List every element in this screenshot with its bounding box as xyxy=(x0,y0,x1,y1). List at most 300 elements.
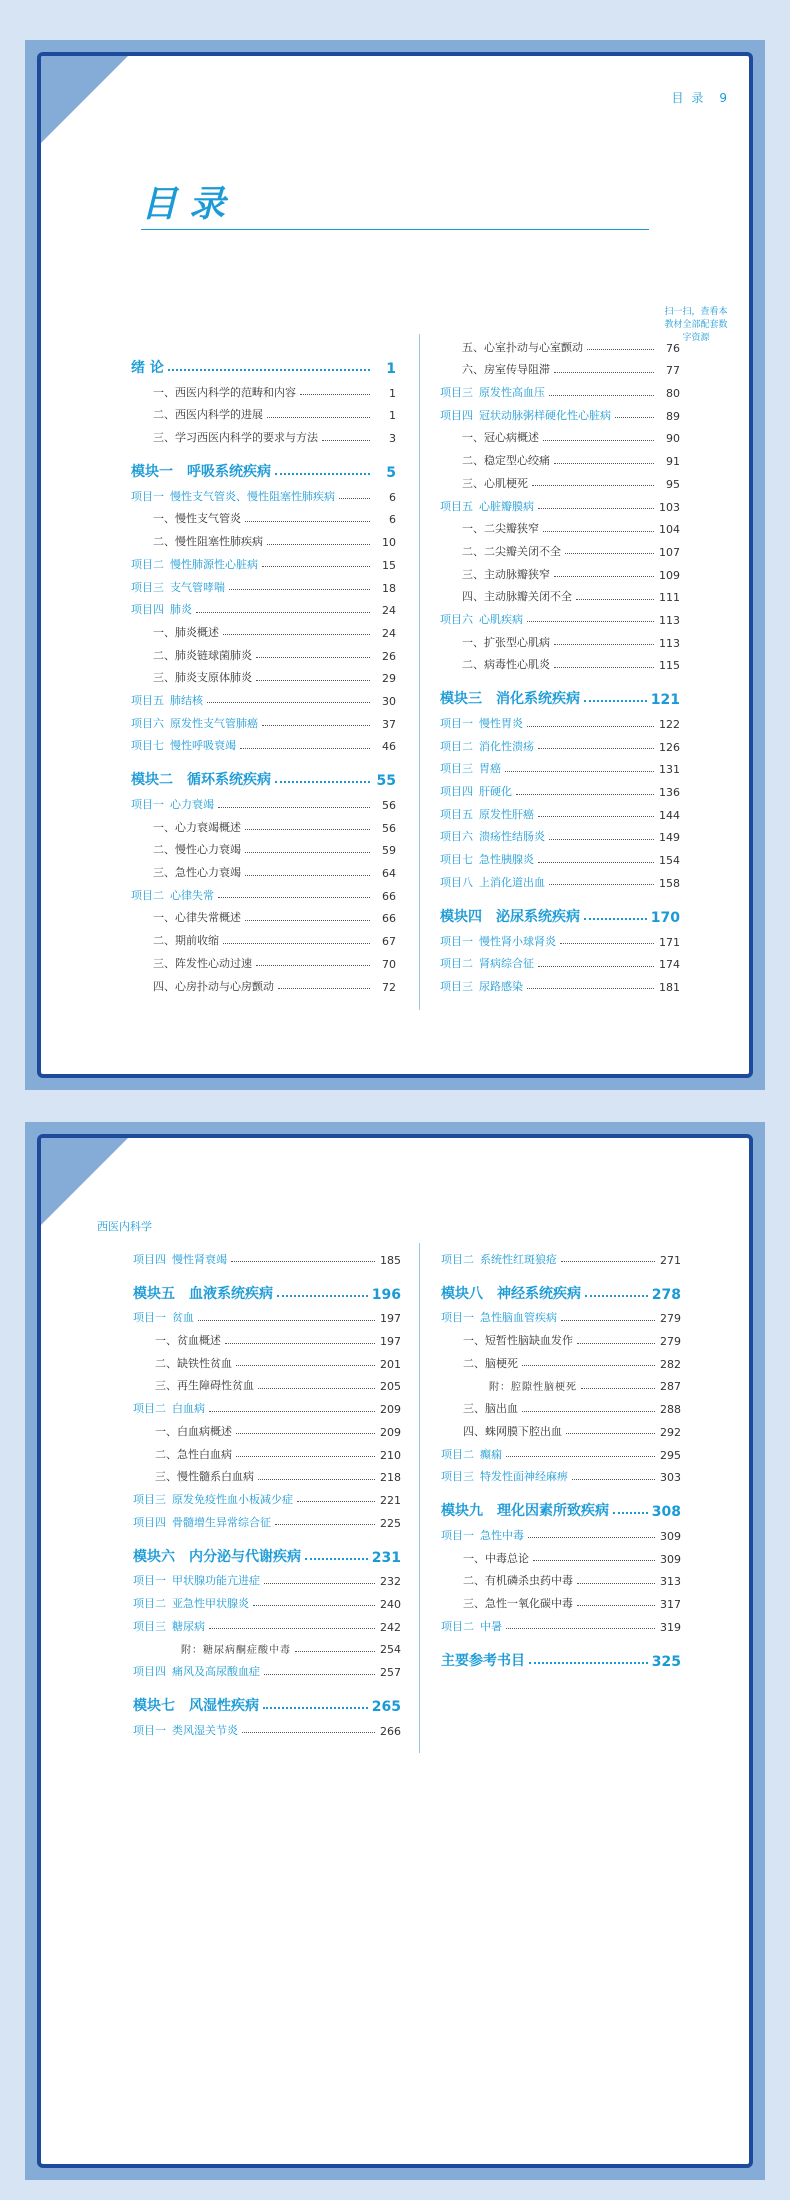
toc-section-entry xyxy=(133,1371,401,1394)
leader-dots xyxy=(560,943,654,944)
toc-section-entry xyxy=(441,1348,681,1371)
toc-section-entry xyxy=(440,559,680,582)
module-title: 理化因素所致疾病 xyxy=(497,1503,609,1520)
running-head xyxy=(672,89,729,106)
page-number: 56 xyxy=(382,799,396,812)
toc-entry-label xyxy=(441,1650,525,1670)
item-title: 溃疡性结肠炎 xyxy=(479,830,545,844)
leader-dots xyxy=(339,498,370,499)
toc-module-entry xyxy=(133,1679,401,1715)
item-number: 项目二 xyxy=(440,739,473,753)
page-number: 136 xyxy=(659,786,680,800)
toc-entry-label: 一、扩张型心肌病 xyxy=(462,635,550,649)
module-number: 模块六 xyxy=(133,1548,175,1565)
page-number: 171 xyxy=(659,935,680,949)
leader-dots xyxy=(236,1456,375,1457)
toc-item-entry xyxy=(440,971,680,994)
item-title: 糖尿病 xyxy=(172,1619,205,1633)
item-number: 项目二 xyxy=(441,1447,474,1461)
item-number: 项目四 xyxy=(131,603,164,617)
toc-entry-label: 一、二尖瓣狭窄 xyxy=(462,522,539,536)
item-number: 项目二 xyxy=(441,1619,474,1633)
toc-entry-label: 二、脑梗死 xyxy=(463,1356,518,1370)
page-number: 121 xyxy=(650,692,680,709)
leader-dots xyxy=(267,417,370,418)
toc-entry-label xyxy=(440,906,580,926)
page-number: 113 xyxy=(659,636,680,650)
leader-dots xyxy=(527,988,654,989)
toc-entry-label xyxy=(441,1468,568,1484)
toc-entry-label xyxy=(440,828,545,844)
module-title: 泌尿系统疾病 xyxy=(496,908,580,925)
module-title: 内分泌与代谢疾病 xyxy=(189,1548,301,1565)
page-number: 174 xyxy=(659,958,680,972)
page-number: 209 xyxy=(380,1425,401,1439)
page-number: 76 xyxy=(666,341,680,355)
item-number: 项目三 xyxy=(133,1619,166,1633)
toc-annex-entry xyxy=(441,1371,681,1394)
toc-entry-label xyxy=(441,1527,524,1543)
item-title: 慢性肾衰竭 xyxy=(172,1252,227,1266)
module-number: 模块二 xyxy=(131,772,173,789)
toc-section-entry xyxy=(441,1416,681,1439)
toc-item-entry xyxy=(133,1484,401,1507)
toc-section-entry xyxy=(131,812,396,835)
toc-entry-label xyxy=(441,1283,581,1303)
page-number: 64 xyxy=(382,867,396,881)
page-number: 103 xyxy=(659,500,680,514)
module-title: 循环系统疾病 xyxy=(187,772,271,789)
toc-item-entry xyxy=(133,1656,401,1679)
leader-dots xyxy=(168,369,370,371)
column-divider xyxy=(419,1243,420,1753)
item-number: 项目一 xyxy=(441,1311,474,1325)
item-title: 慢性肺源性心脏病 xyxy=(170,557,258,571)
item-number: 项目六 xyxy=(440,612,473,626)
page-number: 1 xyxy=(389,409,396,423)
page-number: 313 xyxy=(660,1575,681,1589)
item-number: 项目二 xyxy=(440,957,473,971)
page-number: 6 xyxy=(389,513,396,527)
leader-dots xyxy=(322,440,370,441)
leader-dots xyxy=(577,1343,655,1344)
leader-dots xyxy=(275,473,370,475)
page-number: 221 xyxy=(380,1493,401,1507)
column-divider xyxy=(419,334,420,1010)
item-number: 项目二 xyxy=(131,888,164,902)
leader-dots xyxy=(218,897,370,898)
toc-item-entry xyxy=(131,549,396,572)
item-number: 项目三 xyxy=(131,580,164,594)
item-number: 项目二 xyxy=(131,557,164,571)
toc-annex-entry xyxy=(133,1634,401,1657)
toc-section-entry xyxy=(133,1439,401,1462)
toc-entry-label: 二、二尖瓣关闭不全 xyxy=(462,544,561,558)
item-title: 急性中毒 xyxy=(480,1528,524,1542)
page-number: 29 xyxy=(382,672,396,686)
leader-dots xyxy=(561,1261,655,1262)
module-number: 模块五 xyxy=(133,1285,175,1302)
item-title: 急性胰腺炎 xyxy=(479,853,534,867)
item-number: 项目六 xyxy=(131,716,164,730)
leader-dots xyxy=(528,1537,655,1538)
page-number: 18 xyxy=(382,581,396,595)
toc-entry-label: 三、肺炎支原体肺炎 xyxy=(153,671,252,685)
page-number: 266 xyxy=(380,1724,401,1738)
page-number: 24 xyxy=(382,604,396,618)
toc-section-entry xyxy=(133,1325,401,1348)
toc-entry-label: 二、缺铁性贫血 xyxy=(155,1356,232,1370)
toc-entry-label: 三、急性心力衰竭 xyxy=(153,866,241,880)
page-number: 56 xyxy=(382,821,396,835)
item-number: 项目一 xyxy=(131,489,164,503)
leader-dots xyxy=(245,521,370,522)
leader-dots xyxy=(278,988,370,989)
item-number: 项目八 xyxy=(440,875,473,889)
item-number: 项目四 xyxy=(133,1665,166,1678)
item-title: 系统性红斑狼疮 xyxy=(480,1252,557,1266)
page-number: 279 xyxy=(660,1312,681,1326)
leader-dots xyxy=(253,1605,375,1606)
leader-dots xyxy=(505,771,654,772)
page-number: 66 xyxy=(382,889,396,903)
module-title: 血液系统疾病 xyxy=(189,1285,273,1302)
toc-item-entry xyxy=(440,491,680,514)
item-title: 慢性肾小球肾炎 xyxy=(479,934,556,948)
page-number: 181 xyxy=(659,980,680,994)
toc-entry-label xyxy=(441,1500,609,1520)
leader-dots xyxy=(245,852,370,853)
toc-section-entry xyxy=(131,971,396,994)
toc-entry-label: 一、白血病概述 xyxy=(155,1424,232,1438)
item-title: 特发性面神经麻痹 xyxy=(480,1470,568,1484)
item-title: 肺炎 xyxy=(170,603,192,617)
toc-section-entry xyxy=(133,1416,401,1439)
item-number: 项目三 xyxy=(440,762,473,776)
toc-entry-label xyxy=(440,407,611,423)
leader-dots xyxy=(538,816,654,817)
item-title: 原发性高血压 xyxy=(479,386,545,400)
module-title: 主要参考书目 xyxy=(441,1652,525,1669)
toc-column-left xyxy=(133,1244,401,1738)
leader-dots xyxy=(516,794,654,795)
toc-entry-label: 一、贫血概述 xyxy=(155,1334,221,1348)
toc-entry-label: 五、心室扑动与心室颤动 xyxy=(462,340,583,354)
page-number: 242 xyxy=(380,1620,401,1634)
leader-dots xyxy=(225,1343,375,1344)
page-number: 26 xyxy=(382,649,396,663)
toc-entry-label: 六、房室传导阻滞 xyxy=(462,363,550,377)
leader-dots xyxy=(263,1707,368,1709)
leader-dots xyxy=(231,1261,375,1262)
toc-item-entry xyxy=(131,731,396,754)
toc-item-entry xyxy=(440,400,680,423)
leader-dots xyxy=(209,1411,375,1412)
toc-item-entry xyxy=(133,1507,401,1530)
toc-entry-label xyxy=(131,796,214,812)
page-number: 77 xyxy=(666,364,680,378)
toc-item-entry xyxy=(440,604,680,627)
item-number: 项目四 xyxy=(440,408,473,422)
toc-item-entry xyxy=(440,799,680,822)
toc-item-entry xyxy=(133,1393,401,1416)
toc-module-entry xyxy=(131,341,396,377)
page-number: 154 xyxy=(659,854,680,868)
toc-entry-label xyxy=(131,769,271,789)
toc-section-entry xyxy=(441,1588,681,1611)
leader-dots xyxy=(549,839,654,840)
toc-item-entry xyxy=(440,731,680,754)
toc-module-entry xyxy=(131,445,396,481)
toc-entry-label: 三、心肌梗死 xyxy=(462,476,528,490)
toc-entry-label: 一、慢性支气管炎 xyxy=(153,512,241,526)
page-number: 30 xyxy=(382,694,396,708)
item-number: 项目五 xyxy=(131,693,164,707)
leader-dots xyxy=(275,781,370,783)
leader-dots xyxy=(565,553,654,554)
leader-dots xyxy=(256,657,370,658)
item-title: 慢性支气管炎、慢性阻塞性肺疾病 xyxy=(170,489,335,503)
item-title: 急性脑血管疾病 xyxy=(480,1311,557,1325)
leader-dots xyxy=(549,395,654,396)
toc-item-entry xyxy=(441,1520,681,1543)
page-number: 287 xyxy=(660,1380,681,1394)
item-title: 甲状腺功能亢进症 xyxy=(172,1574,260,1588)
leader-dots xyxy=(245,829,370,830)
page-number: 115 xyxy=(659,659,680,673)
toc-entry-label: 二、肺炎链球菌肺炎 xyxy=(153,648,252,662)
item-number: 项目二 xyxy=(441,1252,474,1266)
page-number: 295 xyxy=(660,1448,681,1462)
leader-dots xyxy=(533,1560,655,1561)
leader-dots xyxy=(196,612,370,613)
item-number: 项目二 xyxy=(133,1402,166,1416)
item-title: 慢性呼吸衰竭 xyxy=(170,739,236,753)
qr-note: 扫一扫，查看本教材全部配套数字资源 xyxy=(664,307,728,343)
toc-entry-label xyxy=(131,461,271,481)
item-title: 原发性支气管肺癌 xyxy=(170,716,258,730)
toc-entry-label xyxy=(133,1572,260,1588)
toc-item-entry xyxy=(131,572,396,595)
page-spread-2 xyxy=(25,1122,765,2180)
leader-dots xyxy=(538,508,654,509)
toc-item-entry xyxy=(133,1588,401,1611)
toc-entry-label xyxy=(441,1446,502,1462)
toc-section-entry xyxy=(131,857,396,880)
leader-dots xyxy=(223,943,370,944)
toc-item-entry xyxy=(440,708,680,731)
page-number: 107 xyxy=(659,545,680,559)
item-number: 项目一 xyxy=(440,717,473,730)
page-number: 292 xyxy=(660,1425,681,1439)
toc-entry-label: 三、主动脉瓣狭窄 xyxy=(462,567,550,581)
toc-section-entry xyxy=(441,1393,681,1416)
module-title: 神经系统疾病 xyxy=(497,1285,581,1302)
toc-entry-label xyxy=(440,933,556,949)
page-number: 308 xyxy=(651,1504,681,1521)
toc-section-entry xyxy=(131,663,396,686)
leader-dots xyxy=(229,589,370,590)
leader-dots xyxy=(581,1388,655,1389)
toc-section-entry xyxy=(131,400,396,423)
module-title: 绪 论 xyxy=(131,360,164,376)
toc-item-entry xyxy=(133,1611,401,1634)
toc-entry-label xyxy=(131,715,258,731)
page-number: 72 xyxy=(382,980,396,994)
page-number: 309 xyxy=(660,1529,681,1543)
running-head-page: 9 xyxy=(719,91,729,105)
leader-dots xyxy=(258,1479,375,1480)
toc-entry-label xyxy=(441,1618,502,1634)
toc-entry-label: 三、学习西医内科学的要求与方法 xyxy=(153,431,318,445)
toc-section-entry xyxy=(440,582,680,605)
leader-dots xyxy=(275,1524,375,1525)
page-number: 104 xyxy=(659,523,680,537)
item-number: 项目一 xyxy=(131,798,164,811)
toc-entry-label: 二、期前收缩 xyxy=(153,934,219,948)
item-number: 项目一 xyxy=(441,1528,474,1542)
page-number: 325 xyxy=(651,1653,681,1670)
item-number: 项目一 xyxy=(440,934,473,948)
module-title: 消化系统疾病 xyxy=(496,691,580,708)
module-number: 模块一 xyxy=(131,464,173,481)
leader-dots xyxy=(587,349,654,350)
leader-dots xyxy=(566,1433,655,1434)
leader-dots xyxy=(277,1295,368,1297)
toc-entry-label xyxy=(133,1309,194,1325)
toc-entry-label: 三、阵发性心动过速 xyxy=(153,956,252,970)
item-number: 项目一 xyxy=(133,1723,166,1737)
toc-entry-label xyxy=(131,692,203,708)
toc-entry-label xyxy=(440,715,523,731)
toc-entry-label xyxy=(131,488,335,504)
leader-dots xyxy=(218,807,370,808)
toc-section-entry xyxy=(131,835,396,858)
toc-entry-label: 三、再生障碍性贫血 xyxy=(155,1379,254,1393)
toc-entry-label: 四、主动脉瓣关闭不全 xyxy=(462,590,572,604)
leader-dots xyxy=(543,531,654,532)
toc-item-entry xyxy=(441,1303,681,1326)
toc-entry-label xyxy=(133,1491,293,1507)
page-number: 319 xyxy=(660,1620,681,1634)
toc-entry-label xyxy=(440,611,523,627)
toc-title: 目录 xyxy=(141,183,238,225)
module-number: 模块九 xyxy=(441,1503,483,1520)
toc-section-entry xyxy=(440,332,680,355)
toc-item-entry xyxy=(440,844,680,867)
toc-entry-label xyxy=(131,579,225,595)
toc-section-entry xyxy=(440,536,680,559)
leader-dots xyxy=(584,700,647,702)
toc-entry-label: 三、脑出血 xyxy=(463,1402,518,1416)
leader-dots xyxy=(529,1662,648,1664)
toc-module-entry xyxy=(440,890,680,926)
leader-dots xyxy=(527,726,654,727)
item-title: 尿路感染 xyxy=(479,979,523,993)
toc-entry-label: 三、慢性髓系白血病 xyxy=(155,1470,254,1484)
module-number: 模块三 xyxy=(440,691,482,708)
item-number: 项目七 xyxy=(131,739,164,753)
toc-item-entry xyxy=(440,377,680,400)
item-title: 慢性胃炎 xyxy=(479,717,523,730)
leader-dots xyxy=(207,702,370,703)
page-number: 278 xyxy=(651,1286,681,1303)
page-number: 209 xyxy=(380,1403,401,1417)
toc-module-entry xyxy=(440,672,680,708)
book-title: 西医内科学 xyxy=(97,1220,152,1233)
toc-item-entry xyxy=(441,1462,681,1485)
toc-section-entry xyxy=(440,468,680,491)
toc-entry-label xyxy=(131,357,164,377)
module-title: 呼吸系统疾病 xyxy=(187,464,271,481)
toc-entry-label xyxy=(441,1309,557,1325)
toc-item-entry xyxy=(440,867,680,890)
toc-section-entry xyxy=(133,1462,401,1485)
page-frame xyxy=(37,1134,753,2168)
toc-item-entry xyxy=(131,708,396,731)
toc-entry-label: 三、急性一氧化碳中毒 xyxy=(463,1596,573,1610)
leader-dots xyxy=(236,1433,375,1434)
toc-item-entry xyxy=(441,1244,681,1267)
leader-dots xyxy=(554,644,654,645)
item-title: 原发免疫性血小板减少症 xyxy=(172,1492,293,1506)
page-number: 210 xyxy=(380,1448,401,1462)
leader-dots xyxy=(295,1651,375,1652)
leader-dots xyxy=(300,394,370,395)
item-title: 中暑 xyxy=(480,1619,502,1633)
toc-section-entry xyxy=(133,1348,401,1371)
toc-entry-label xyxy=(440,806,534,822)
toc-entry-label xyxy=(441,1251,557,1267)
page-number: 37 xyxy=(382,717,396,731)
toc-entry-label: 一、心律失常概述 xyxy=(153,911,241,925)
leader-dots xyxy=(538,862,654,863)
page-number: 309 xyxy=(660,1552,681,1566)
item-title: 肺结核 xyxy=(170,693,203,707)
leader-dots xyxy=(240,748,370,749)
item-number: 项目五 xyxy=(440,499,473,513)
leader-dots xyxy=(549,884,654,885)
leader-dots xyxy=(256,965,370,966)
leader-dots xyxy=(522,1365,655,1366)
leader-dots xyxy=(532,485,654,486)
page-number: 205 xyxy=(380,1380,401,1394)
item-number: 项目三 xyxy=(441,1470,474,1484)
page-number: 225 xyxy=(380,1516,401,1530)
toc-entry-label: 一、冠心病概述 xyxy=(462,431,539,445)
item-title: 亚急性甲状腺炎 xyxy=(172,1596,249,1610)
title-rule xyxy=(141,229,649,230)
toc-item-entry xyxy=(441,1439,681,1462)
toc-module-entry xyxy=(133,1267,401,1303)
toc-entry-label: 一、西医内科学的范畴和内容 xyxy=(153,385,296,399)
page-number: 149 xyxy=(659,831,680,845)
item-title: 原发性肝癌 xyxy=(479,807,534,821)
leader-dots xyxy=(198,1320,375,1321)
page-number: 90 xyxy=(666,432,680,446)
leader-dots xyxy=(264,1583,375,1584)
leader-dots xyxy=(585,1295,648,1297)
toc-section-entry xyxy=(131,948,396,971)
page-number: 282 xyxy=(660,1357,681,1371)
page-number: 89 xyxy=(666,409,680,423)
toc-module-entry xyxy=(131,753,396,789)
page-number: 303 xyxy=(660,1471,681,1485)
item-title: 类风湿关节炎 xyxy=(172,1723,238,1737)
toc-entry-label: 一、短暂性脑缺血发作 xyxy=(463,1334,573,1348)
module-number: 模块八 xyxy=(441,1285,483,1302)
toc-item-entry xyxy=(131,789,396,812)
